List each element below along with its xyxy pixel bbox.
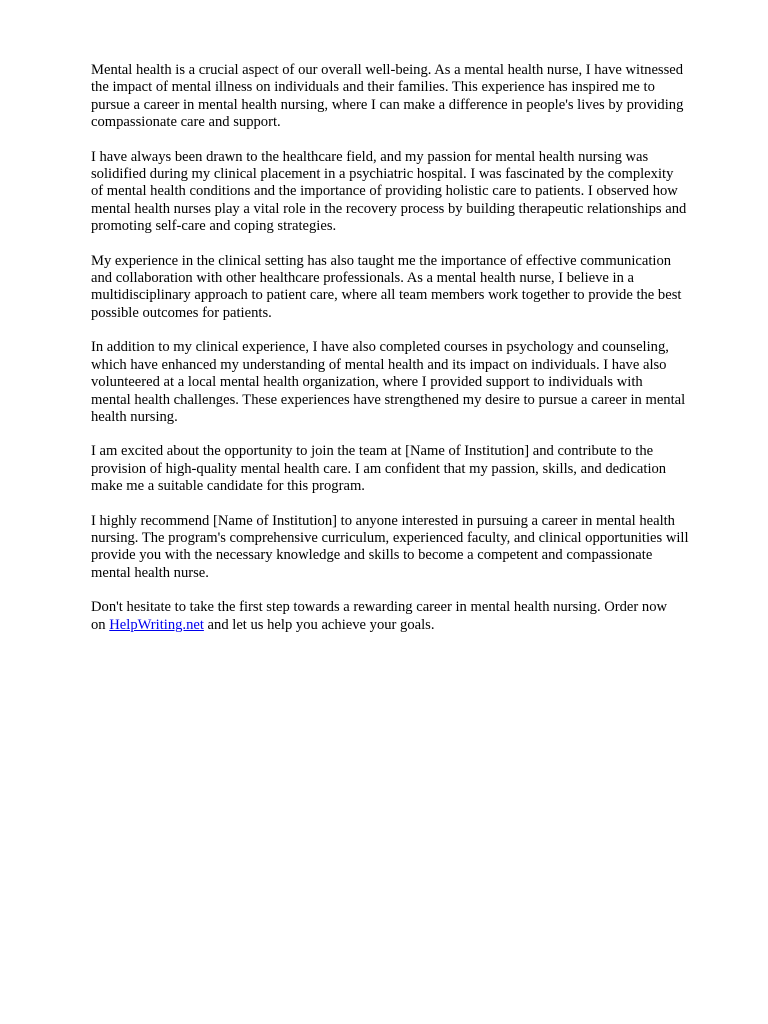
paragraph-line: volunteered at a local mental health organization, where I provided support to individuals with <box>91 374 643 391</box>
paragraph-line: In addition to my clinical experience, I have also completed courses in psychology and counseling, <box>91 339 669 356</box>
closing-prefix: on <box>91 616 110 633</box>
paragraph-line: Don't hesitate to take the first step towards a rewarding career in mental health nursing. Order now <box>91 599 668 616</box>
paragraph-line: Mental health is a crucial aspect of our overall well-being. As a mental health nurse, I have witnessed <box>91 62 684 78</box>
paragraph-line: My experience in the clinical setting has also taught me the importance of effective communication <box>91 252 672 269</box>
paragraph-line: provide you with the necessary knowledge and skills to become a competent and compassionate <box>91 547 653 564</box>
paragraph-line: pursue a career in mental health nursing, where I can make a difference in people's lives by providing <box>91 96 684 113</box>
paragraph-recommend <box>91 513 733 583</box>
paragraph-line: compassionate care and support. <box>91 114 281 131</box>
document-body <box>91 62 733 651</box>
paragraph-line-with-link <box>91 617 733 634</box>
paragraph-passion <box>91 149 733 236</box>
paragraph-line: health nursing. <box>91 408 178 425</box>
paragraph-line: I highly recommend [Name of Institution] to anyone interested in pursuing a career in mental health <box>91 512 675 529</box>
paragraph-line: solidified during my clinical placement in a psychiatric hospital. I was fascinated by the complexity <box>91 166 674 183</box>
paragraph-line: mental health challenges. These experiences have strengthened my desire to pursue a career in mental <box>91 391 686 408</box>
paragraph-line: nursing. The program's comprehensive curriculum, experienced faculty, and clinical opportunities will <box>91 529 689 546</box>
paragraph-closing <box>91 599 733 634</box>
paragraph-clinical <box>91 253 733 323</box>
paragraph-line: possible outcomes for patients. <box>91 304 272 321</box>
helpwriting-link[interactable]: HelpWriting.net <box>109 616 204 633</box>
paragraph-line: mental health nurse. <box>91 564 209 581</box>
paragraph-line: provision of high-quality mental health care. I am confident that my passion, skills, and dedication <box>91 460 667 477</box>
paragraph-line: the impact of mental illness on individuals and their families. This experience has inspired me to <box>91 79 655 96</box>
paragraph-intro <box>91 62 733 132</box>
paragraph-line: multidisciplinary approach to patient care, where all team members work together to provide the best <box>91 287 682 304</box>
paragraph-line: which have enhanced my understanding of mental health and its impact on individuals. I have also <box>91 356 667 373</box>
paragraph-line: of mental health conditions and the importance of providing holistic care to patients. I observed how <box>91 183 678 200</box>
closing-suffix: and let us help you achieve your goals. <box>203 616 435 633</box>
paragraph-line: I am excited about the opportunity to join the team at [Name of Institution] and contribute to the <box>91 443 654 460</box>
paragraph-line: mental health nurses play a vital role in the recovery process by building therapeutic relationships and <box>91 200 687 217</box>
paragraph-courses <box>91 339 733 426</box>
paragraph-line: I have always been drawn to the healthcare field, and my passion for mental health nursing was <box>91 148 649 165</box>
paragraph-line: and collaboration with other healthcare professionals. As a mental health nurse, I believe in a <box>91 270 635 287</box>
paragraph-excited <box>91 443 733 495</box>
paragraph-line: make me a suitable candidate for this program. <box>91 478 365 495</box>
paragraph-line: promoting self-care and coping strategies. <box>91 218 337 235</box>
